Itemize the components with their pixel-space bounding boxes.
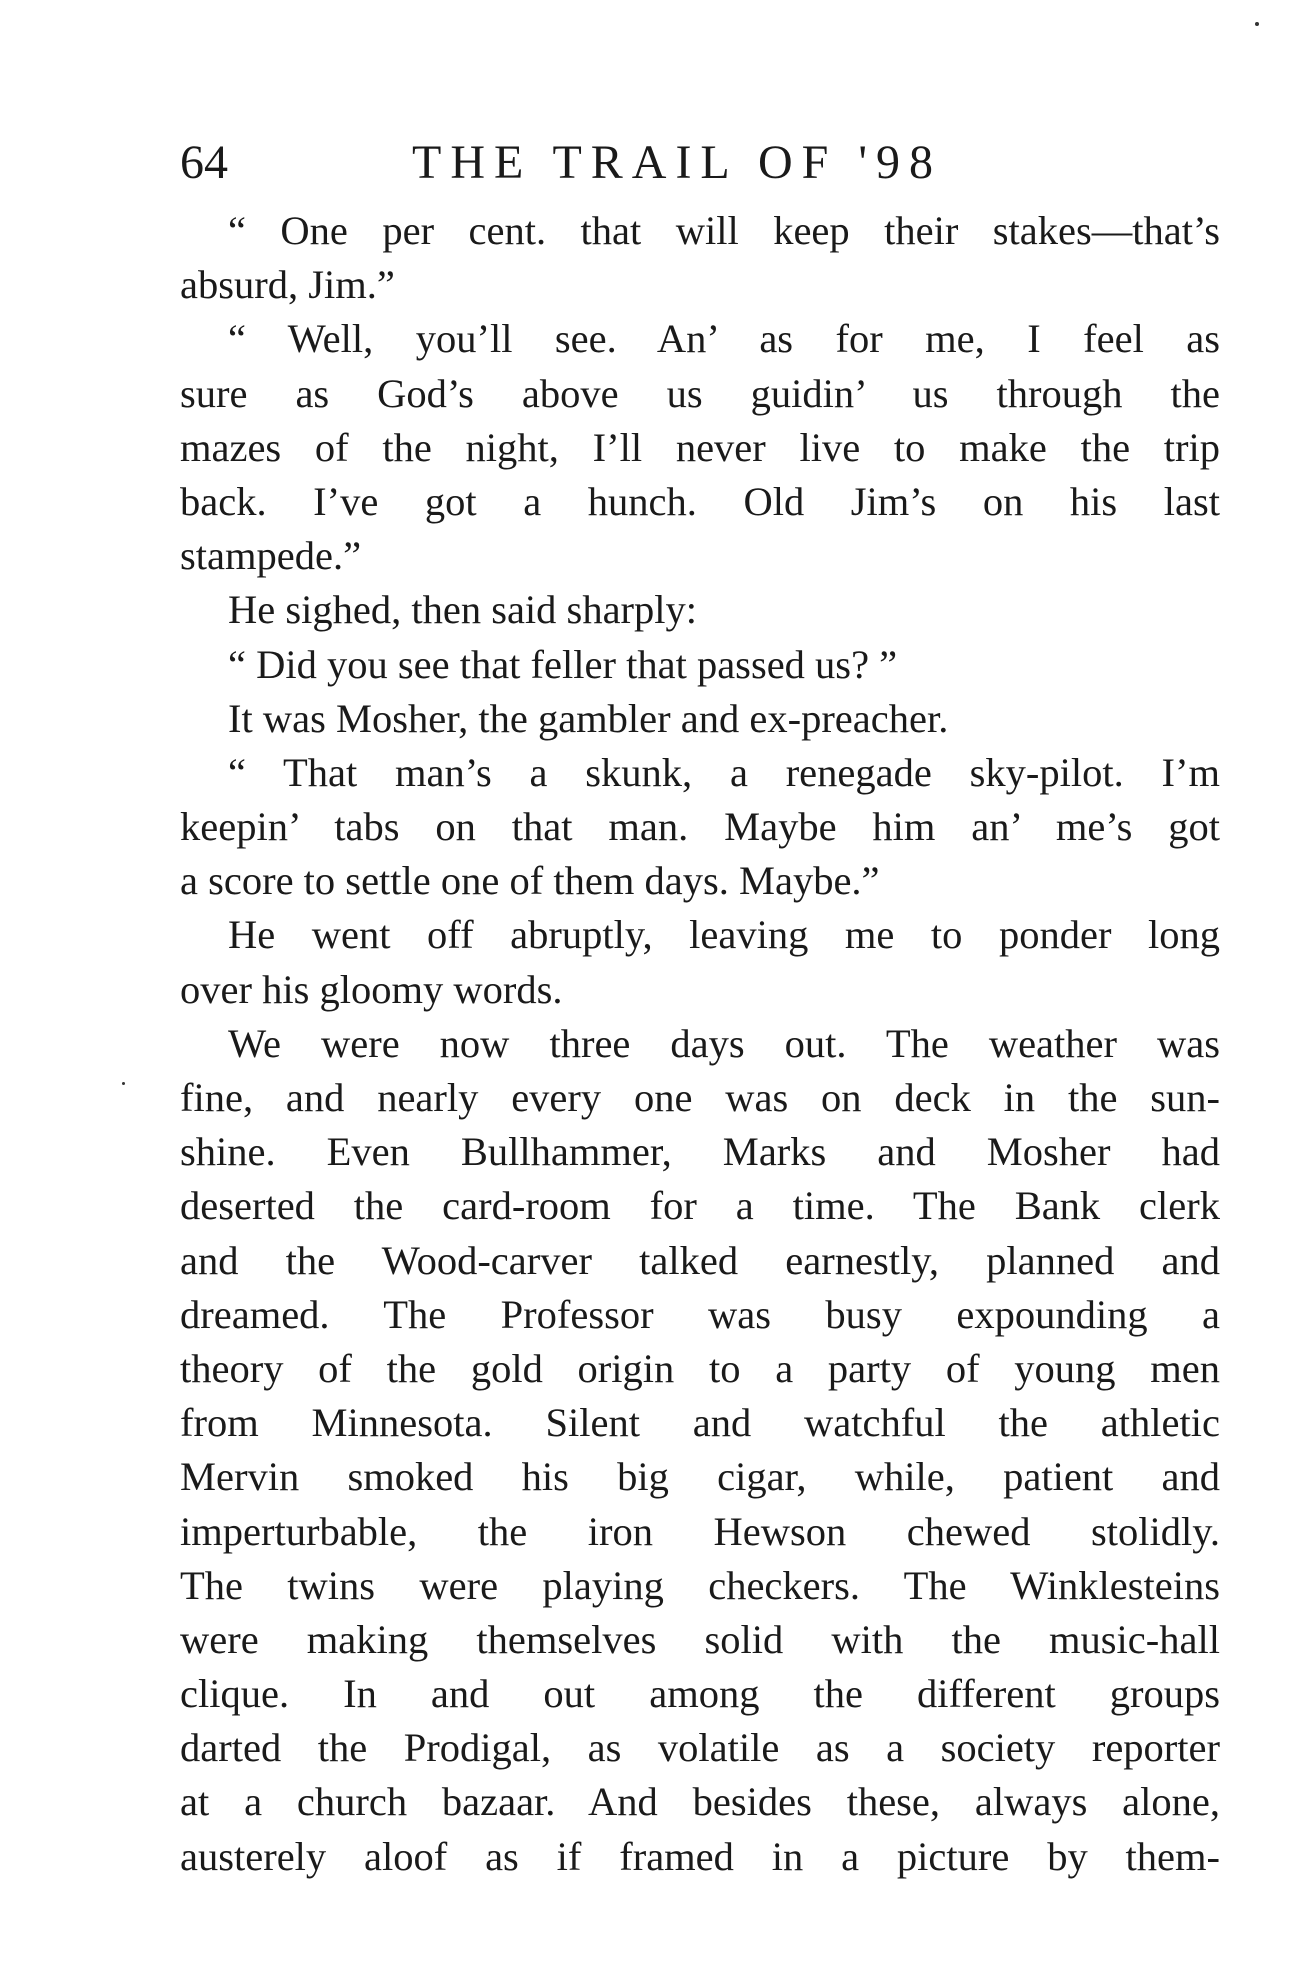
text-line: Mervin smoked his big cigar, while, patient and — [180, 1454, 1220, 1500]
text-line: He sighed, then said sharply: — [228, 587, 698, 633]
text-line: and the Wood-carver talked earnestly, planned and — [180, 1237, 1220, 1283]
text-line: shine. Even Bullhammer, Marks and Mosher had — [180, 1129, 1220, 1175]
text-line: “ One per cent. that will keep their stakes—that’s — [228, 208, 1220, 253]
page-header — [180, 128, 1220, 198]
text-line: clique. In and out among the different groups — [180, 1671, 1220, 1717]
text-line: theory of the gold origin to a party of young men — [180, 1345, 1220, 1391]
text-line: absurd, Jim.” — [180, 262, 395, 308]
text-line: The twins were playing checkers. The Winklesteins — [180, 1562, 1220, 1608]
text-line: He went off abruptly, leaving me to ponder long — [228, 912, 1220, 958]
text-line: It was Mosher, the gambler and ex-preacher. — [228, 695, 949, 741]
text-line: dreamed. The Professor was busy expounding a — [180, 1291, 1220, 1337]
paper-speck — [122, 1082, 125, 1085]
text-line: austerely aloof as if framed in a picture by them- — [180, 1833, 1220, 1879]
running-title: THE TRAIL OF '98 — [412, 136, 942, 189]
text-line: “ That man’s a skunk, a renegade sky-pilot. I’m — [228, 749, 1220, 795]
text-line: “ Well, you’ll see. An’ as for me, I feel as — [228, 316, 1220, 362]
text-line: mazes of the night, I’ll never live to make the trip — [180, 424, 1220, 470]
paper-speck — [1255, 22, 1259, 26]
body-text — [180, 204, 1220, 1884]
text-line: We were now three days out. The weather was — [228, 1020, 1220, 1066]
page-number: 64 — [180, 136, 228, 189]
text-line: stampede.” — [180, 533, 362, 579]
text-line: from Minnesota. Silent and watchful the athletic — [180, 1400, 1220, 1446]
text-line: imperturbable, the iron Hewson chewed stolidly. — [180, 1508, 1220, 1554]
text-line: over his gloomy words. — [180, 966, 563, 1012]
text-line: “ Did you see that feller that passed us? ” — [228, 641, 898, 687]
text-line: keepin’ tabs on that man. Maybe him an’ me’s got — [180, 804, 1220, 850]
text-line: darted the Prodigal, as volatile as a society reporter — [180, 1725, 1220, 1771]
text-line: back. I’ve got a hunch. Old Jim’s on his last — [180, 478, 1220, 524]
text-line: were making themselves solid with the music-hall — [180, 1616, 1220, 1662]
text-line: deserted the card-room for a time. The Bank clerk — [180, 1183, 1220, 1229]
text-line: a score to settle one of them days. Maybe.” — [180, 858, 880, 904]
text-line: sure as God’s above us guidin’ us through the — [180, 370, 1220, 416]
text-line: fine, and nearly every one was on deck in the sun- — [180, 1075, 1220, 1120]
text-line: at a church bazaar. And besides these, always alone, — [180, 1779, 1220, 1825]
